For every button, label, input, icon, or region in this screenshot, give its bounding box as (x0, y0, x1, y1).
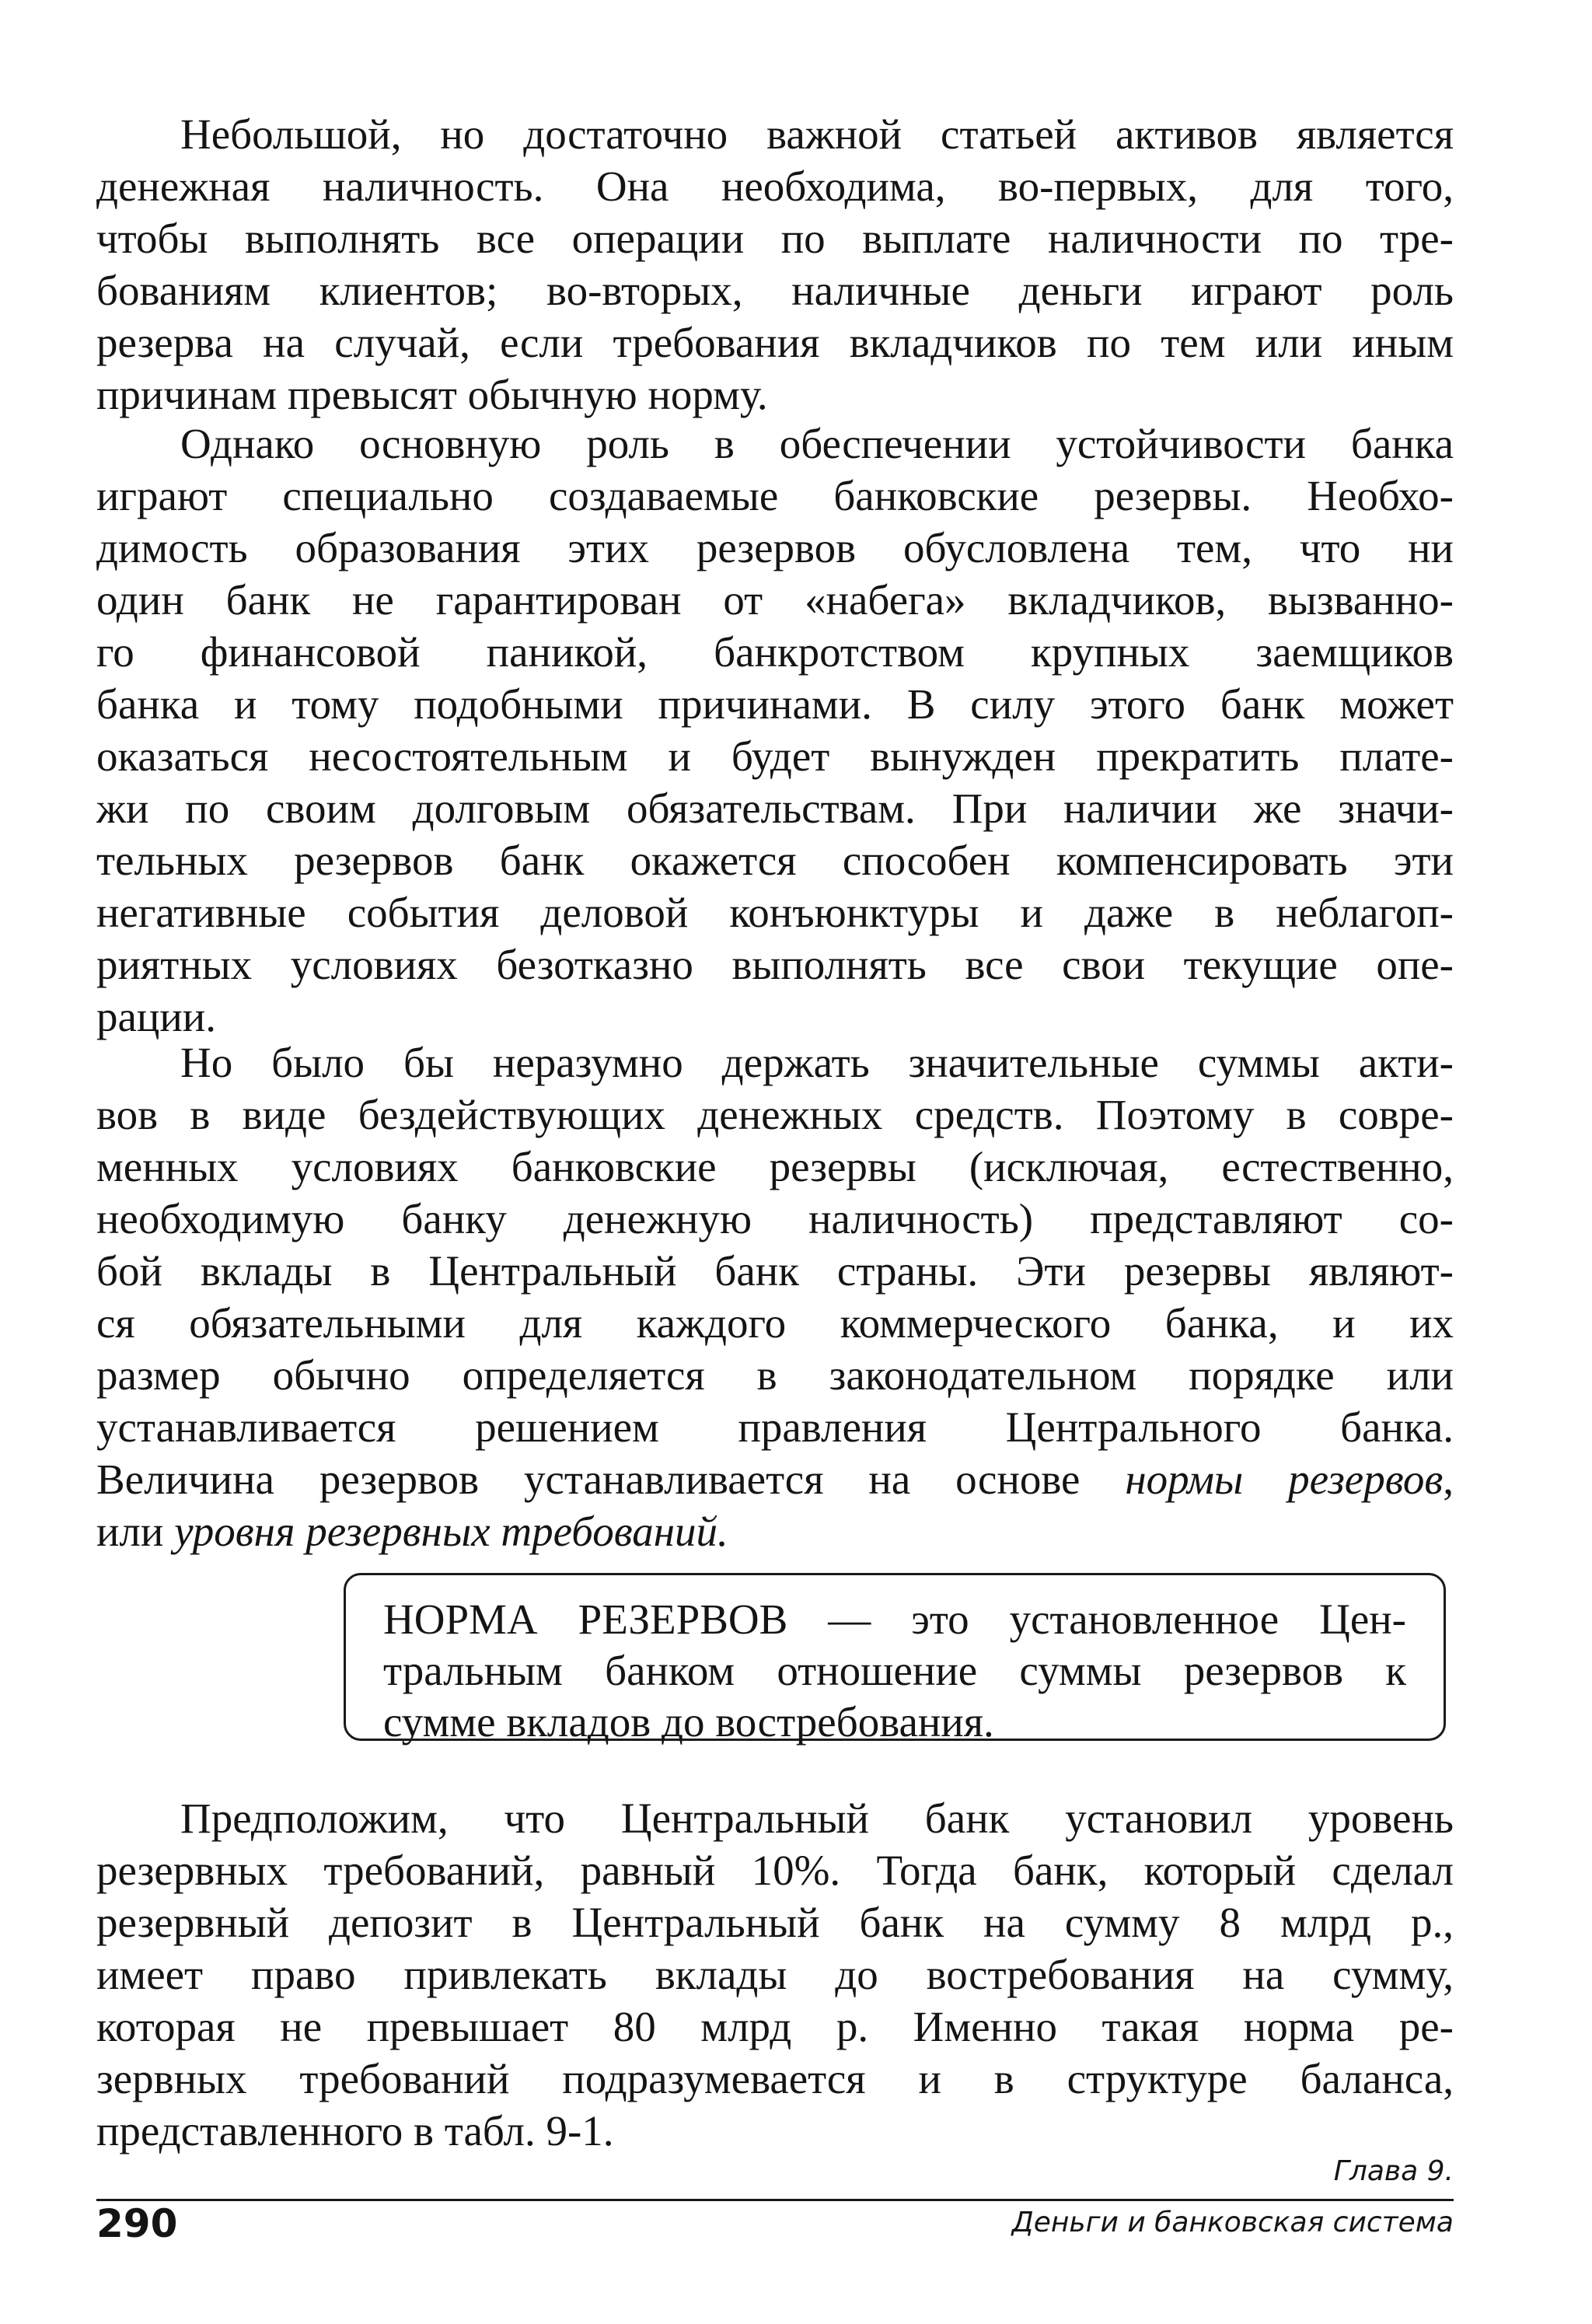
text-line: Однако основную роль в обеспечении устойчивости банка (180, 420, 1454, 467)
text-line: резервных требований, равный 10%. Тогда банк, который сделал (96, 1847, 1454, 1894)
text-line: зервных требований подразумевается и в структуре баланса, (96, 2055, 1454, 2102)
footer-divider (96, 2199, 1454, 2201)
text-line: причинам превысят обычную норму. (96, 371, 768, 418)
text-line: рации. (96, 993, 216, 1040)
text-line: оказаться несостоятельным и будет вынужден прекратить плате- (96, 732, 1454, 780)
text-line: димость образования этих резервов обусловлена тем, что ни (96, 524, 1454, 571)
running-head (1012, 2146, 1454, 2249)
text-line: вов в виде бездействующих денежных средств. Поэтому в совре- (96, 1091, 1454, 1138)
text-line: размер обычно определяется в законодательном порядке или (96, 1351, 1454, 1399)
definition-line: НОРМА РЕЗЕРВОВ — это установленное Цен- (383, 1595, 1406, 1643)
text-line: Небольшой, но достаточно важной статьей активов является (180, 110, 1454, 158)
page-number: 290 (96, 2201, 178, 2246)
text-line: резервный депозит в Центральный банк на сумму 8 млрд р., (96, 1899, 1454, 1946)
text-line: го финансовой паникой, банкротством крупных заемщиков (96, 628, 1454, 676)
definition-line: тральным банком отношение суммы резервов к (383, 1647, 1406, 1694)
text-line: бой вклады в Центральный банк страны. Эти резервы являют- (96, 1247, 1454, 1295)
text-line: тельных резервов банк окажется способен компенсировать эти (96, 837, 1454, 884)
text-run: или (96, 1508, 175, 1555)
text-line: чтобы выполнять все операции по выплате наличности по тре- (96, 215, 1454, 262)
term-reserve-norm: нормы резервов (1125, 1456, 1444, 1503)
definition-box (344, 1573, 1446, 1746)
text-line: имеет право привлекать вклады до востребования на сумму, (96, 1951, 1454, 1998)
text-line: необходимую банку денежную наличность) представляют со- (96, 1195, 1454, 1242)
text-line: которая не превышает 80 млрд р. Именно такая норма ре- (96, 2003, 1454, 2050)
text-line: Но было бы неразумно держать значительные суммы акти- (180, 1039, 1454, 1086)
chapter-title: Деньги и банковская система (1011, 2207, 1454, 2238)
text-line: менных условиях банковские резервы (исключая, естественно, (96, 1143, 1454, 1190)
term-reserve-requirement-level: уровня резервных требований. (174, 1508, 728, 1555)
text-line: устанавливается решением правления Центрального банка. (96, 1403, 1454, 1451)
text-line (96, 1453, 1454, 1505)
text-line (96, 1505, 1454, 1557)
text-line: играют специально создаваемые банковские резервы. Необхо- (96, 472, 1454, 519)
text-line: денежная наличность. Она необходима, во-первых, для того, (96, 163, 1454, 210)
text-line: негативные события деловой конъюнктуры и даже в неблагоп- (96, 889, 1454, 936)
text-line: банка и тому подобными причинами. В силу этого банк может (96, 680, 1454, 728)
text-run: Величина резервов устанавливается на основе (96, 1456, 1126, 1503)
text-line: ся обязательными для каждого коммерческого банка, и их (96, 1299, 1454, 1347)
paragraph-reserves-role (96, 418, 1454, 1043)
text-line: Предположим, что Центральный банк установил уровень (180, 1795, 1454, 1842)
text-line: представленного в табл. 9-1. (96, 2107, 614, 2155)
paragraph-cash (96, 108, 1454, 421)
text-line: риятных условиях безотказно выполнять все свои текущие опе- (96, 941, 1454, 988)
text-line: бованиям клиентов; во-вторых, наличные деньги играют роль (96, 267, 1454, 314)
paragraph-central-bank-deposits (96, 1036, 1454, 1557)
definition-line: сумме вкладов до востребования. (383, 1698, 994, 1746)
text-line: жи по своим долговым обязательствам. При наличии же значи- (96, 785, 1454, 832)
text-run: , (1443, 1456, 1454, 1503)
text-line: один банк не гарантирован от «набега» вкладчиков, вызванно- (96, 576, 1454, 624)
text-line: резерва на случай, если требования вкладчиков по тем или иным (96, 319, 1454, 366)
chapter-number: Глава 9. (1333, 2155, 1454, 2187)
paragraph-example (96, 1792, 1454, 2157)
